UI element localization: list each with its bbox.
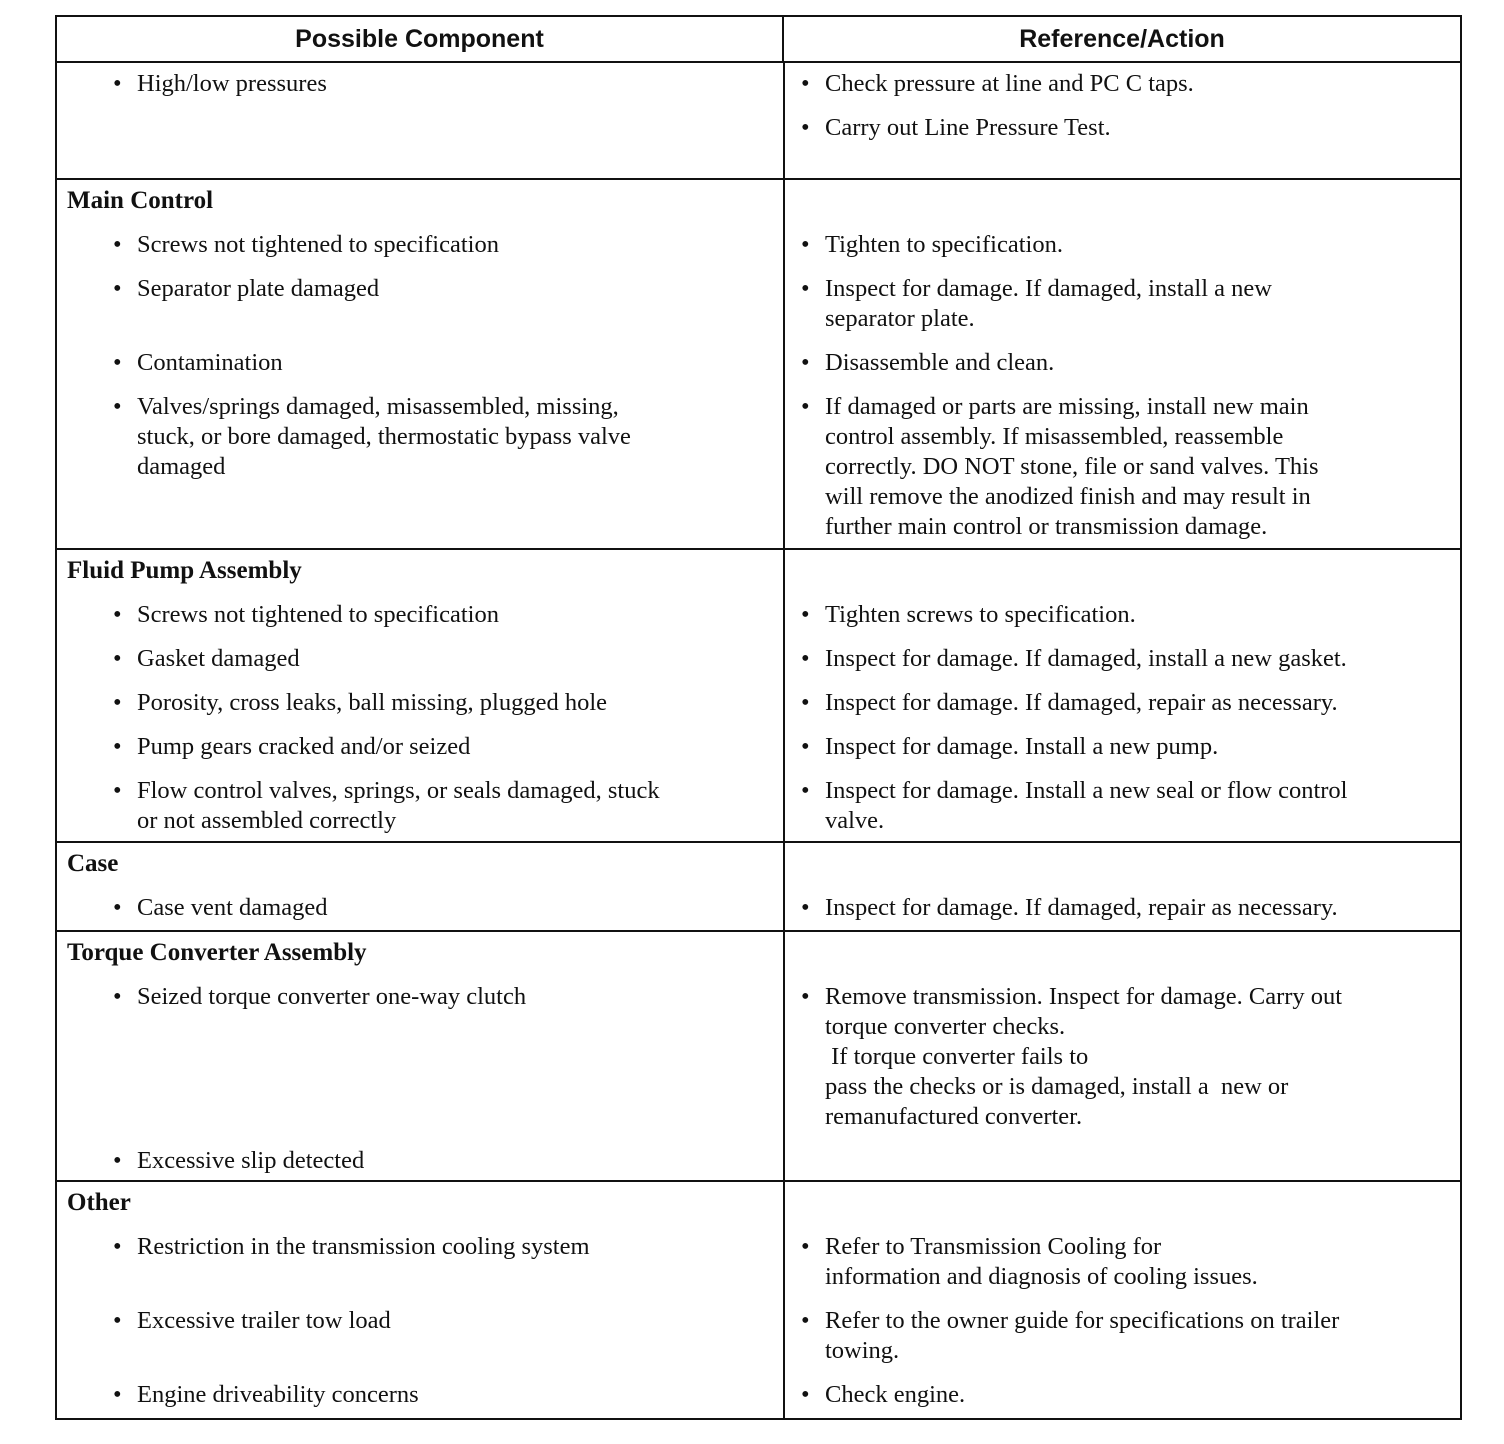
- component-item: • Excessive trailer tow load: [113, 1307, 391, 1334]
- component-item: • Case vent damaged: [113, 894, 328, 921]
- section-fluid-pump-assembly: [57, 550, 1460, 843]
- component-item: • Flow control valves, springs, or seals damaged, stuck or not assembled correctly: [113, 777, 660, 834]
- action-item: • Check pressure at line and PC C taps.: [801, 70, 1194, 97]
- action-item: • Inspect for damage. If damaged, repair as necessary.: [801, 689, 1338, 716]
- component-item: • High/low pressures: [113, 70, 327, 97]
- section-title: Fluid Pump Assembly: [67, 557, 302, 584]
- action-item: • Refer to Transmission Cooling for information and diagnosis of cooling issues.: [801, 1233, 1258, 1290]
- section-other: [57, 1182, 1460, 1418]
- component-item: • Contamination: [113, 349, 283, 376]
- component-item: • Excessive slip detected: [113, 1147, 365, 1174]
- action-item: • Inspect for damage. If damaged, repair as necessary.: [801, 894, 1338, 921]
- action-item: • Inspect for damage. Install a new pump.: [801, 733, 1219, 760]
- component-item: • Separator plate damaged: [113, 275, 380, 302]
- action-item: • Tighten to specification.: [801, 231, 1063, 258]
- component-item: • Gasket damaged: [113, 645, 300, 672]
- component-item: • Restriction in the transmission cooling system: [113, 1233, 590, 1260]
- section-title: Other: [67, 1189, 131, 1216]
- component-item: • Valves/springs damaged, misassembled, missing, stuck, or bore damaged, thermostatic bypass valve damaged: [113, 393, 631, 480]
- action-item: • Tighten screws to specification.: [801, 601, 1136, 628]
- section-case: [57, 843, 1460, 932]
- component-item: • Screws not tightened to specification: [113, 231, 499, 258]
- action-item: • Inspect for damage. Install a new seal or flow control valve.: [801, 777, 1348, 834]
- diagnostic-table: [55, 15, 1462, 1420]
- header-reference-action: Reference/Action: [1019, 24, 1225, 53]
- action-item: • Remove transmission. Inspect for damage. Carry out torque converter checks. If torque converter fails to pass the checks or is damaged, install a new or remanufactured converter.: [801, 983, 1343, 1130]
- section-title: Torque Converter Assembly: [67, 939, 367, 966]
- component-item: • Pump gears cracked and/or seized: [113, 733, 471, 760]
- table-header: [57, 17, 1460, 63]
- action-item: • Inspect for damage. If damaged, install a new separator plate.: [801, 275, 1272, 332]
- component-item: • Engine driveability concerns: [113, 1381, 419, 1408]
- section-title: Case: [67, 850, 119, 877]
- header-possible-component: Possible Component: [57, 17, 784, 61]
- section-main-control: [57, 180, 1460, 550]
- section-title: Main Control: [67, 187, 214, 214]
- component-item: • Porosity, cross leaks, ball missing, plugged hole: [113, 689, 607, 716]
- action-item: • Refer to the owner guide for specifications on trailer towing.: [801, 1307, 1340, 1364]
- action-item: • If damaged or parts are missing, install new main control assembly. If misassembled, reassemble correctly. DO NOT stone, file or sand valves. This will remove the anodized finish and may result in further main control or transmission damage.: [801, 393, 1319, 540]
- action-item: • Carry out Line Pressure Test.: [801, 114, 1111, 141]
- action-item: • Disassemble and clean.: [801, 349, 1055, 376]
- component-item: • Screws not tightened to specification: [113, 601, 499, 628]
- section-pressures: [57, 61, 1460, 180]
- action-item: • Inspect for damage. If damaged, install a new gasket.: [801, 645, 1347, 672]
- section-torque-converter-assembly: [57, 932, 1460, 1182]
- action-item: • Check engine.: [801, 1381, 966, 1408]
- component-item: • Seized torque converter one-way clutch: [113, 983, 527, 1010]
